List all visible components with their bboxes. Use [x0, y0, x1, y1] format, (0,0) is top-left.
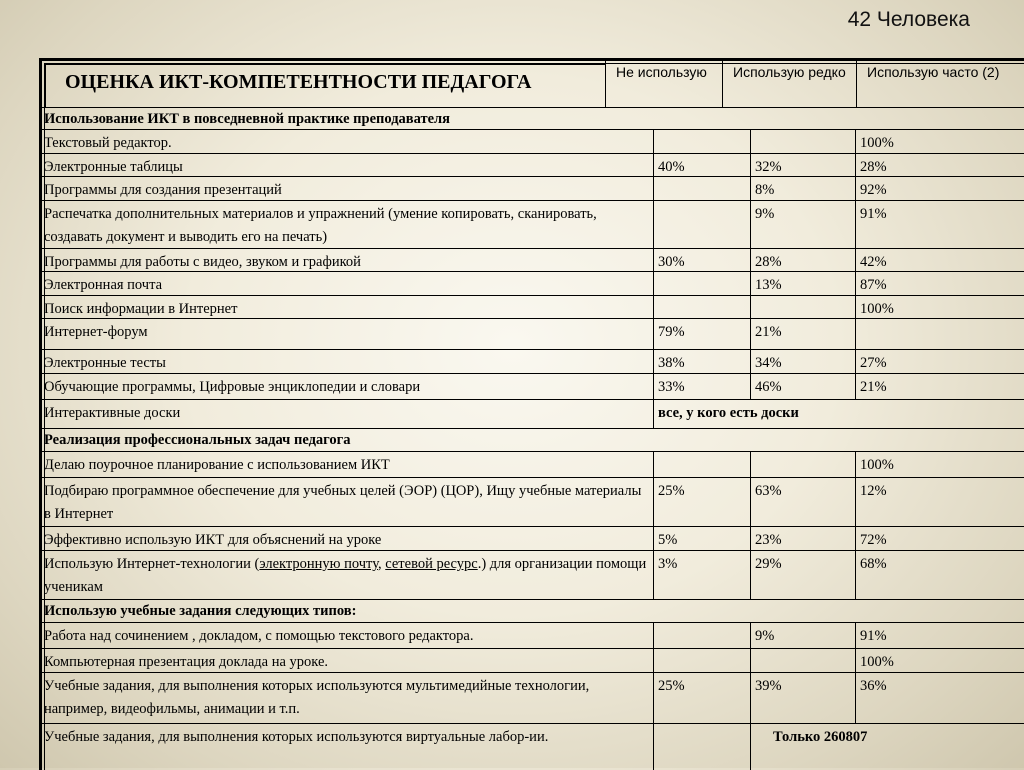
row-label: Работа над сочинением , докладом, с помощью текстового редактора.: [39, 622, 653, 648]
cell-use-often: 92%: [855, 176, 1024, 200]
cell-use-often: 12%: [855, 477, 1024, 526]
header-not-use: Не использую: [605, 58, 722, 107]
cell-not-use: [653, 129, 750, 153]
row-label: Распечатка дополнительных материалов и упражнений (умение копировать, сканировать, создавать документ и выводить его на печать): [39, 200, 653, 248]
merged-note: Только 260807: [750, 723, 1024, 770]
cell-use-often: 100%: [855, 451, 1024, 477]
cell-use-often: 42%: [855, 248, 1024, 271]
row-label: Интерактивные доски: [39, 399, 653, 428]
cell-use-rarely: 23%: [750, 526, 855, 550]
label-pre: Использую Интернет-технологии (: [44, 556, 260, 572]
row-label: [39, 550, 653, 599]
row-label: Учебные задания, для выполнения которых используются мультимедийные технологии, например, видеофильмы, анимации и т.п.: [39, 672, 653, 723]
row-label: Программы для работы с видео, звуком и графикой: [39, 248, 653, 271]
cell-use-often: [855, 318, 1024, 349]
cell-use-often: 91%: [855, 200, 1024, 248]
cell-use-rarely: 13%: [750, 271, 855, 295]
cell-not-use: [653, 451, 750, 477]
cell-use-often: 87%: [855, 271, 1024, 295]
cell-not-use: 3%: [653, 550, 750, 599]
cell-not-use: [653, 295, 750, 318]
cell-not-use: [653, 648, 750, 672]
label-sep: ,: [378, 556, 386, 572]
slide-title: 42 Человека: [847, 8, 970, 31]
row-label: Эффективно использую ИКТ для объяснений на уроке: [39, 526, 653, 550]
cell-use-often: 36%: [855, 672, 1024, 723]
row-label: Текстовый редактор.: [39, 129, 653, 153]
cell-not-use: 25%: [653, 672, 750, 723]
row-label: Интернет-форум: [39, 318, 653, 349]
row-label: Электронные тесты: [39, 349, 653, 373]
row-label: Делаю поурочное планирование с использованием ИКТ: [39, 451, 653, 477]
cell-not-use: 30%: [653, 248, 750, 271]
cell-use-rarely: 28%: [750, 248, 855, 271]
row-label: Электронные таблицы: [39, 153, 653, 176]
merged-note: все, у кого есть доски: [653, 399, 1024, 428]
cell-use-rarely: 29%: [750, 550, 855, 599]
cell-use-rarely: 34%: [750, 349, 855, 373]
row-label: Обучающие программы, Цифровые энциклопедии и словари: [39, 373, 653, 399]
header-use-rarely: Использую редко: [722, 58, 856, 107]
cell-use-rarely: [750, 648, 855, 672]
cell-use-rarely: 39%: [750, 672, 855, 723]
cell-use-rarely: 9%: [750, 622, 855, 648]
cell-use-often: 100%: [855, 129, 1024, 153]
table-title: ОЦЕНКА ИКТ-КОМПЕТЕНТНОСТИ ПЕДАГОГА: [45, 64, 605, 107]
cell-use-often: 100%: [855, 295, 1024, 318]
cell-use-often: 100%: [855, 648, 1024, 672]
cell-use-rarely: 63%: [750, 477, 855, 526]
email-link[interactable]: электронную почту: [259, 556, 378, 572]
header-use-often: Использую часто (2): [856, 58, 1024, 107]
row-label: Компьютерная презентация доклада на уроке.: [39, 648, 653, 672]
cell-not-use: 5%: [653, 526, 750, 550]
cell-use-often: 21%: [855, 373, 1024, 399]
cell-use-rarely: 21%: [750, 318, 855, 349]
cell-use-often: 91%: [855, 622, 1024, 648]
cell-not-use: 38%: [653, 349, 750, 373]
cell-not-use: [653, 622, 750, 648]
cell-use-rarely: [750, 295, 855, 318]
cell-not-use: [653, 271, 750, 295]
row-label: Подбираю программное обеспечение для учебных целей (ЭОР) (ЦОР), Ищу учебные материалы в Интернет: [39, 477, 653, 526]
cell-use-rarely: 8%: [750, 176, 855, 200]
section-heading: Использую учебные задания следующих типов:: [39, 599, 1024, 622]
cell-not-use: 40%: [653, 153, 750, 176]
cell-use-rarely: 9%: [750, 200, 855, 248]
cell-not-use: 25%: [653, 477, 750, 526]
cell-use-rarely: [750, 451, 855, 477]
cell-use-rarely: 46%: [750, 373, 855, 399]
cell-not-use: [653, 723, 750, 770]
cell-use-often: 72%: [855, 526, 1024, 550]
cell-not-use: 33%: [653, 373, 750, 399]
label-post: .) для организации помощи ученикам: [44, 556, 647, 595]
cell-use-often: 28%: [855, 153, 1024, 176]
row-label: Электронная почта: [39, 271, 653, 295]
cell-use-rarely: [750, 129, 855, 153]
cell-not-use: [653, 176, 750, 200]
row-label: Поиск информации в Интернет: [39, 295, 653, 318]
cell-not-use: [653, 200, 750, 248]
cell-use-often: 68%: [855, 550, 1024, 599]
network-resource-link[interactable]: сетевой ресурс: [385, 556, 478, 572]
section-heading: Использование ИКТ в повседневной практике преподавателя: [39, 107, 1024, 129]
cell-use-rarely: 32%: [750, 153, 855, 176]
cell-not-use: 79%: [653, 318, 750, 349]
cell-use-often: 27%: [855, 349, 1024, 373]
row-label: Учебные задания, для выполнения которых используются виртуальные лабор-ии.: [39, 723, 653, 770]
ict-competence-table: [39, 58, 1024, 770]
row-label: Программы для создания презентаций: [39, 176, 653, 200]
section-heading: Реализация профессиональных задач педагога: [39, 428, 1024, 451]
